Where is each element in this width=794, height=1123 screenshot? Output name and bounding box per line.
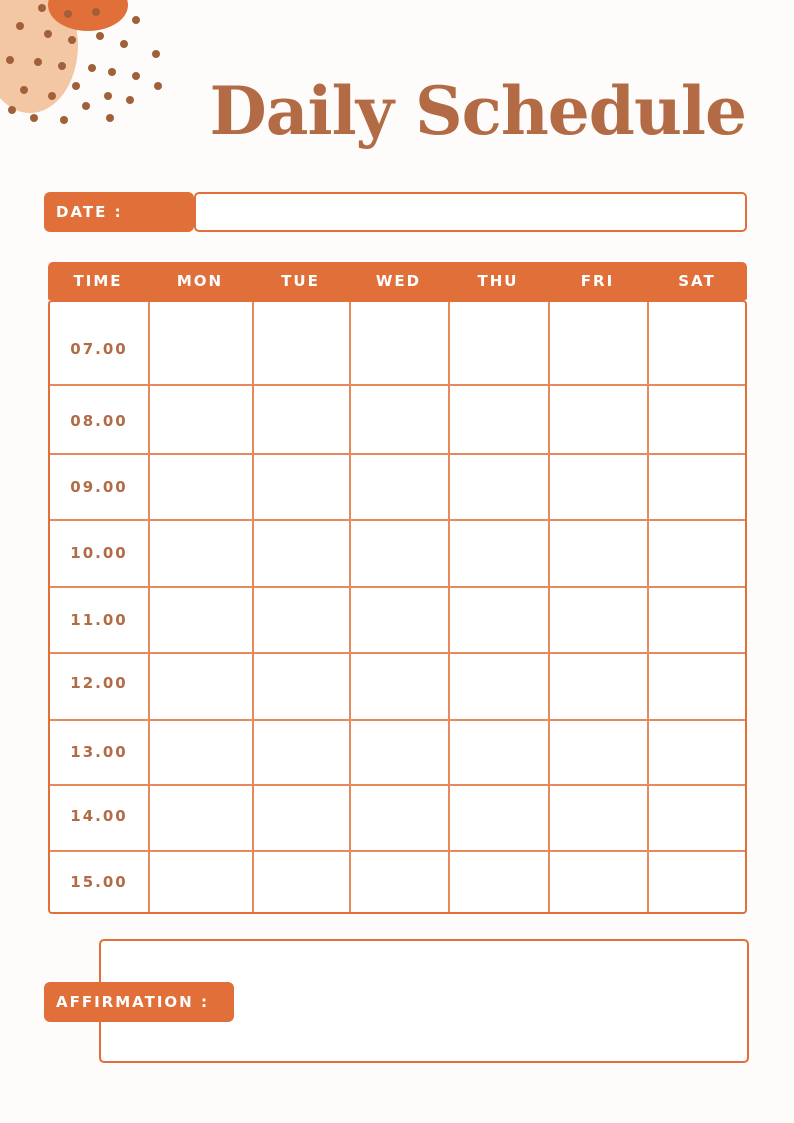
header-sat: SAT — [678, 272, 716, 290]
header-time: TIME — [73, 272, 123, 290]
schedule-header-row — [48, 262, 747, 300]
column-divider — [252, 302, 254, 912]
column-divider — [148, 302, 150, 912]
header-mon: MON — [176, 272, 224, 290]
column-divider — [349, 302, 351, 912]
column-divider — [548, 302, 550, 912]
header-wed: WED — [375, 272, 422, 290]
date-label: DATE : — [44, 192, 194, 232]
time-label-0700: 07.00 — [70, 340, 128, 358]
date-field[interactable] — [194, 192, 747, 232]
time-label-0900: 09.00 — [70, 478, 128, 496]
time-label-0800: 08.00 — [70, 412, 128, 430]
header-thu: THU — [477, 272, 519, 290]
page-title: Daily Schedule — [209, 72, 746, 150]
time-label-1400: 14.00 — [70, 807, 128, 825]
header-tue: TUE — [281, 272, 320, 290]
column-divider — [647, 302, 649, 912]
time-label-1000: 10.00 — [70, 544, 128, 562]
row-divider — [50, 453, 745, 455]
row-divider — [50, 586, 745, 588]
time-label-1300: 13.00 — [70, 743, 128, 761]
row-divider — [50, 652, 745, 654]
time-label-1200: 12.00 — [70, 674, 128, 692]
header-fri: FRI — [580, 272, 615, 290]
row-divider — [50, 519, 745, 521]
time-label-1100: 11.00 — [70, 611, 128, 629]
row-divider — [50, 384, 745, 386]
row-divider — [50, 784, 745, 786]
row-divider — [50, 850, 745, 852]
schedule-grid[interactable] — [48, 300, 747, 914]
row-divider — [50, 719, 745, 721]
time-label-1500: 15.00 — [70, 873, 128, 891]
affirmation-label: AFFIRMATION : — [44, 982, 234, 1022]
decorative-dots-pattern — [0, 0, 200, 140]
column-divider — [448, 302, 450, 912]
